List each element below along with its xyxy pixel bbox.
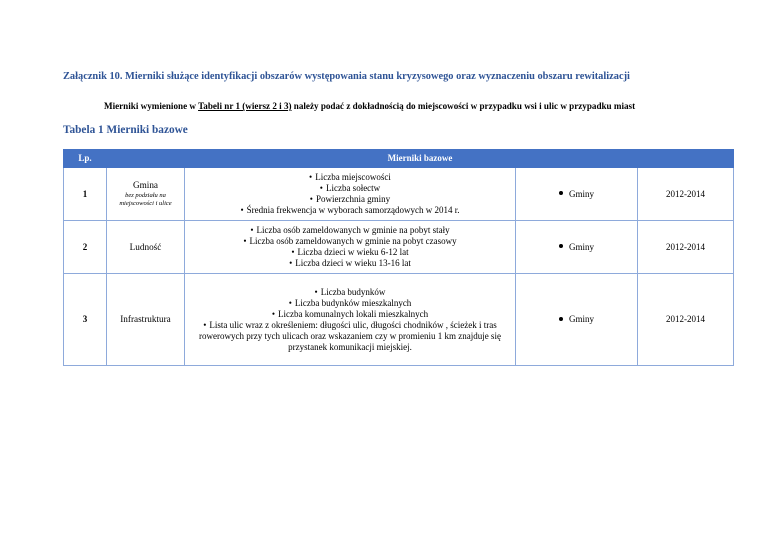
intro-text [104, 101, 744, 111]
table-row [64, 221, 734, 274]
bullet-icon [559, 191, 563, 195]
intro-text-before: Mierniki wymienione w [104, 101, 199, 111]
scope-cell [516, 221, 638, 274]
bullet-icon: • [289, 258, 293, 268]
indicators-cell [185, 168, 516, 221]
row-number: 1 [64, 168, 107, 221]
indicator-item: • Liczba dzieci w wieku 13-16 lat [289, 258, 411, 268]
indicators-cell [185, 274, 516, 366]
indicator-item: • Liczba budynków mieszkalnych [288, 297, 412, 308]
indicator-item: • Powierzchnia gminy [309, 194, 391, 204]
indicator-item: • Średnia frekwencja w wyborach samorządowych w 2014 r. [240, 205, 460, 215]
category-cell [107, 168, 185, 221]
indicator-item: • Liczba sołectw [319, 183, 381, 193]
years-cell: 2012-2014 [638, 221, 734, 274]
indicator-item: • Lista ulic wraz z określeniem: długości ulic, długości chodników , ścieżek i tras rowerowych przy tych ulicach oraz wskazaniem czy w promieniu 1 km znajduje się przystanek komunikacji miejskiej. [199, 319, 501, 352]
intro-table-reference: Tabeli nr 1 (wiersz 2 i 3) [198, 101, 292, 111]
scope-cell [516, 274, 638, 366]
category-note: bez podziału na miejscowości i ulice [119, 192, 172, 207]
table-row [64, 168, 734, 221]
bullet-icon: • [250, 225, 254, 235]
table-header-row [64, 150, 734, 168]
category-name: Infrastruktura [120, 314, 171, 324]
scope-cell [516, 168, 638, 221]
category-cell [107, 274, 185, 366]
indicator-item: • Liczba miejscowości [309, 172, 391, 182]
category-name: Gmina [132, 180, 158, 190]
years-cell: 2012-2014 [638, 274, 734, 366]
table-caption: Tabela 1 Mierniki bazowe [63, 124, 188, 136]
bullet-icon: • [271, 308, 275, 319]
indicator-item: • Liczba budynków [314, 286, 386, 297]
bullet-icon [559, 244, 563, 248]
baseline-indicators-table [63, 149, 734, 366]
header-lp: Lp. [64, 150, 107, 168]
bullet-icon [559, 317, 563, 321]
bullet-icon: • [240, 205, 244, 215]
bullet-icon: • [314, 286, 318, 297]
indicators-cell [185, 221, 516, 274]
bullet-icon: • [309, 194, 313, 204]
indicator-item: • Liczba osób zameldowanych w gminie na pobyt czasowy [243, 236, 457, 246]
table-row [64, 274, 734, 366]
bullet-icon: • [309, 172, 313, 182]
scope-label: Gminy [568, 241, 594, 252]
annex-heading: Załącznik 10. Mierniki służące identyfikacji obszarów występowania stanu kryzysowego oraz wyznaczeniu obszaru rewitalizacji [63, 71, 630, 82]
years-cell: 2012-2014 [638, 168, 734, 221]
header-indicators: Mierniki bazowe [107, 150, 734, 168]
category-name: Ludność [129, 241, 162, 252]
bullet-icon: • [288, 297, 292, 308]
scope-label: Gminy [568, 188, 594, 199]
intro-text-after: należy podać z dokładnością do miejscowości w przypadku wsi i ulic w przypadku miast [291, 101, 636, 111]
bullet-icon: • [319, 183, 323, 193]
category-cell [107, 221, 185, 274]
indicator-item: • Liczba komunalnych lokali mieszkalnych [271, 308, 429, 319]
indicator-item: • Liczba osób zameldowanych w gminie na pobyt stały [250, 225, 450, 235]
scope-label: Gminy [568, 314, 594, 324]
bullet-icon: • [243, 236, 247, 246]
row-number: 3 [64, 274, 107, 366]
bullet-icon: • [203, 319, 207, 330]
bullet-icon: • [291, 247, 295, 257]
row-number: 2 [64, 221, 107, 274]
indicator-item: • Liczba dzieci w wieku 6-12 lat [291, 247, 409, 257]
